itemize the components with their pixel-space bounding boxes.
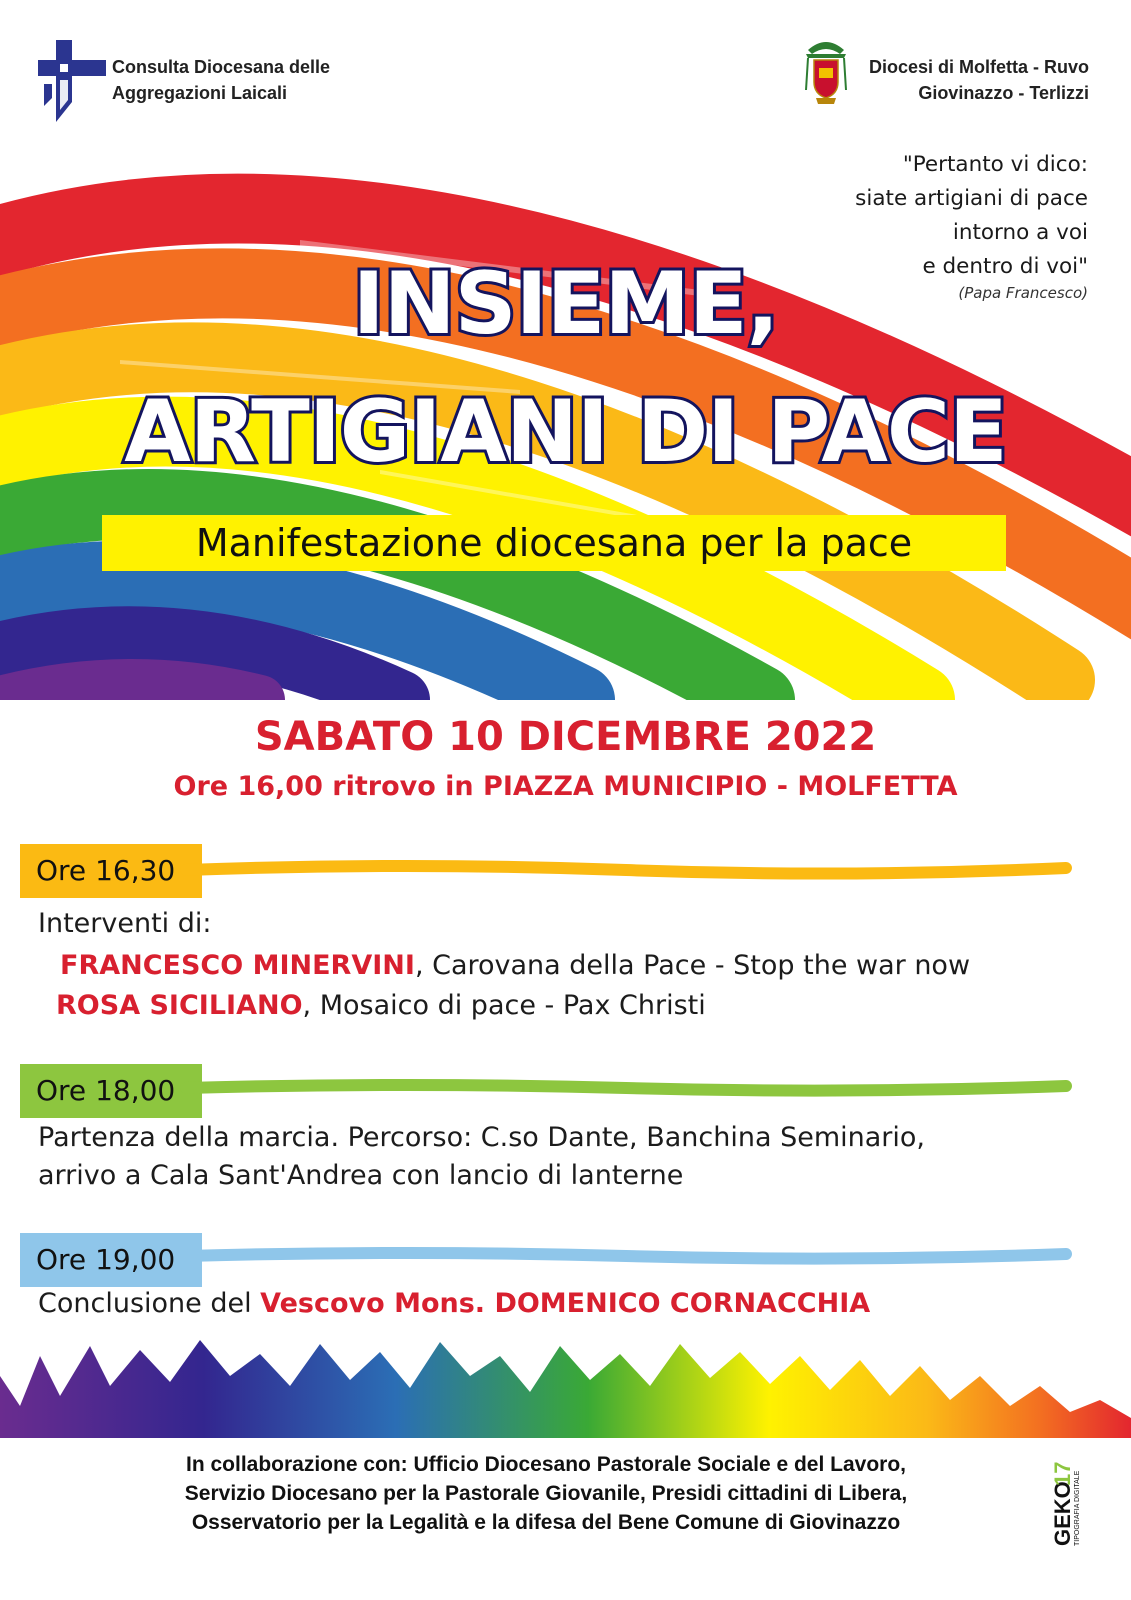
speaker2-name: ROSA SICILIANO [56,990,303,1021]
speaker1-role: , Carovana della Pace - Stop the war now [414,950,971,981]
quote-line2: siate artigiani di pace [855,186,1088,211]
collab-line2: Servizio Diocesano per la Pastorale Giovanile, Presidi cittadini di Libera, [184,1482,908,1505]
slot2-line1: Partenza della marcia. Percorso: C.so Dante, Banchina Seminario, [38,1122,925,1153]
svg-text:TIPOGRAFIA DIGITALE: TIPOGRAFIA DIGITALE [1074,1470,1081,1546]
quote-line3: intorno a voi [952,220,1088,245]
slot1-time: Ore 16,30 [20,844,202,898]
slot1-intro: Interventi di: [38,908,212,939]
svg-text:17: 17 [1050,1461,1075,1486]
slot2-time: Ore 18,00 [20,1064,202,1118]
title-line2: ARTIGIANI DI PACE [124,382,1007,482]
org-left-line1: Consulta Diocesana delle [112,57,331,77]
org-left-line2: Aggregazioni Laicali [112,83,288,103]
quote-author: (Papa Francesco) [958,284,1088,302]
event-date: SABATO 10 DICEMBRE 2022 [254,714,877,760]
slot1-speaker1 [60,950,970,981]
slot1-brush-stroke [186,858,1066,882]
speaker2-role: , Mosaico di pace - Pax Christi [302,990,706,1021]
printer-logo [1044,1452,1081,1548]
collab-line3: Osservatorio per la Legalità e la difesa del Bene Comune di Giovinazzo [191,1511,901,1534]
meeting-point: Ore 16,00 ritrovo in PIAZZA MUNICIPIO - MOLFETTA [173,771,958,802]
title-line1: INSIEME, [352,254,779,354]
slot3-time: Ore 19,00 [20,1233,202,1287]
org-right-line1: Diocesi di Molfetta - Ruvo [868,57,1089,77]
slot3-line [38,1288,870,1319]
org-right-line2: Giovinazzo - Terlizzi [918,83,1089,103]
slot3-brush-stroke [186,1244,1066,1268]
org-left [112,54,330,106]
slot2-brush-stroke [186,1076,1066,1100]
svg-text:GEKO: GEKO [1050,1481,1075,1546]
slot3-prefix: Conclusione del [38,1288,261,1319]
speaker1-name: FRANCESCO MINERVINI [60,950,415,981]
cross-logo-icon [38,40,106,126]
collab-line1: In collaborazione con: Ufficio Diocesano Pastorale Sociale e del Lavoro, [185,1453,907,1476]
subtitle: Manifestazione diocesana per la pace [102,515,1006,571]
coat-of-arms-icon [804,38,848,110]
bottom-rainbow-strokes [0,1336,1131,1438]
slot2-line2: arrivo a Cala Sant'Andrea con lancio di lanterne [38,1160,684,1191]
quote-line4: e dentro di voi" [922,254,1088,279]
quote-line1: "Pertanto vi dico: [902,152,1088,177]
org-right [869,54,1089,106]
slot3-speaker: Vescovo Mons. DOMENICO CORNACCHIA [260,1288,871,1319]
slot1-speaker2 [56,990,706,1021]
collaboration-note [40,1450,1052,1537]
